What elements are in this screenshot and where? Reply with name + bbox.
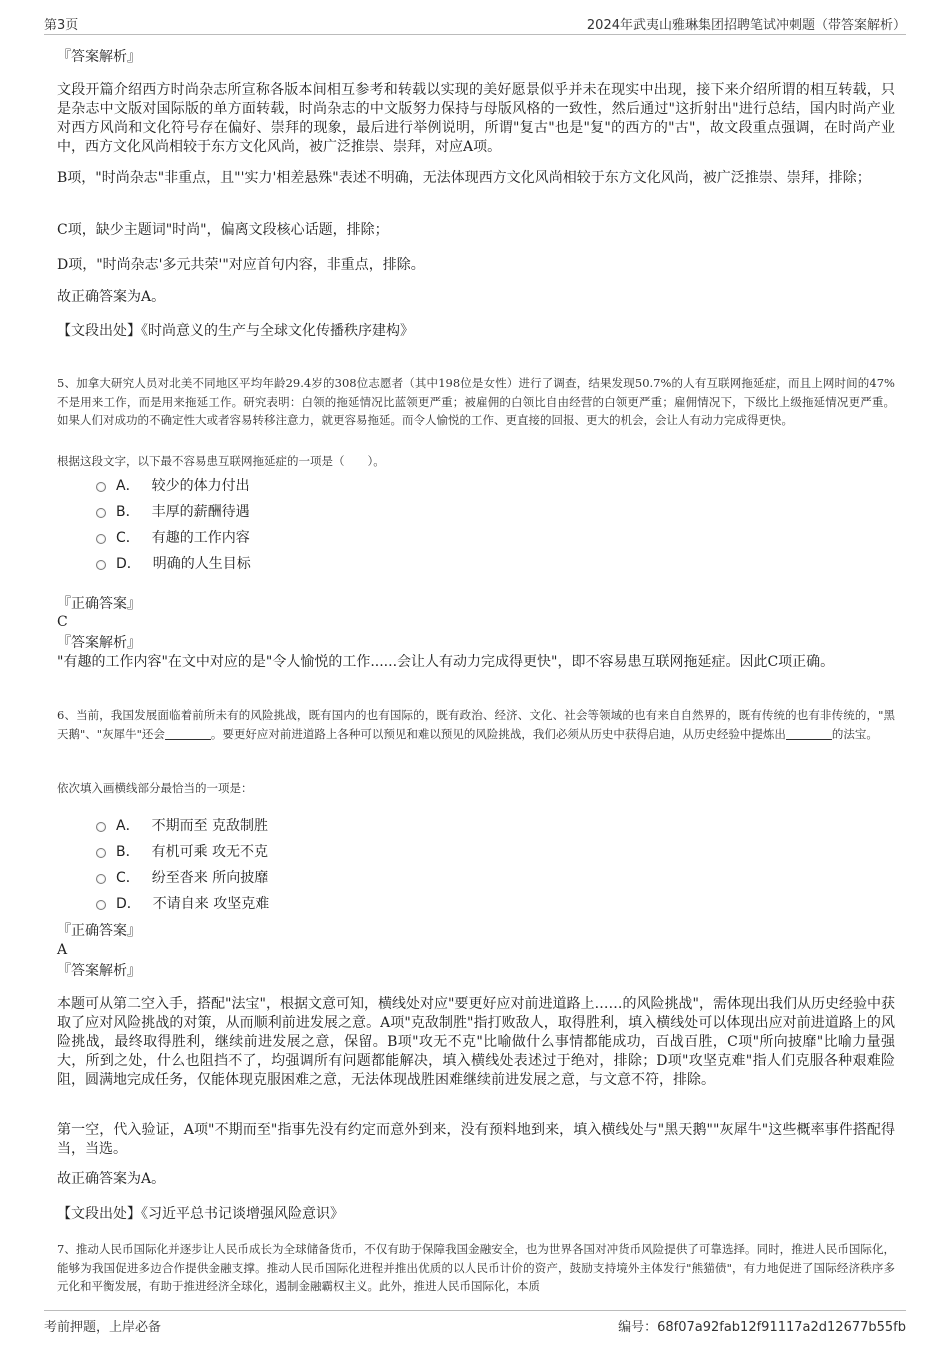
radio-icon[interactable]	[96, 874, 106, 884]
page-footer	[44, 1310, 906, 1335]
q6-analysis-paragraph-2: 第一空，代入验证，A项"不期而至"指事先没有约定而意外到来，没有预料地到来，填入横线处与"黑天鹅""灰犀牛"这些概率事件搭配得当，当选。	[57, 1122, 895, 1157]
radio-icon[interactable]	[96, 848, 106, 858]
q4-conclusion: 故正确答案为A。	[57, 289, 166, 305]
q5-stem: 5、加拿大研究人员对北美不同地区平均年龄29.4岁的308位志愿者（其中198位是女性）进行了调查，结果发现50.7%的人有互联网拖延症，而且上网时间的47%不是用来工作，而是用来拖延工作。研究表明：白领的拖延情况比蓝领更严重；被雇佣的白领比自由经营的白领更严重；雇佣情况下，下级比上级拖延情况更严重。如果人们对成功的不确定性大或者容易转移注意力，就更容易拖延。而令人愉悦的工作、更直接的回报、更大的机会，会让人有动力完成得更快。	[57, 376, 895, 427]
blank-1	[165, 727, 211, 740]
q5-option-c[interactable]: C． 有趣的工作内容	[96, 528, 250, 548]
q6-question: 依次填入画横线部分最恰当的一项是：	[57, 781, 253, 795]
document-title: 2024年武夷山雅琳集团招聘笔试冲刺题（带答案解析）	[586, 18, 906, 33]
footer-slogan: 考前押题，上岸必备	[44, 1320, 162, 1335]
q6-analysis-paragraph-1: 本题可从第二空入手，搭配"法宝"，根据文意可知，横线处对应"要更好应对前进道路上……的风险挑战"，需体现出我们从历史经验中获取了应对风险挑战的对策，从而顺利前进发展之意。A项"克敌制胜"指打败敌人，取得胜利，填入横线处可以体现出应对前进道路上的风险挑战，最终取得胜利，继续前进发展之意，保留。B项"攻无不克"比喻做什么事情都能成功，百战百胜，C项"所向披靡"比喻力量强大，所到之处，什么也阻挡不了，均强调所有问题都能解决，填入横线处表述过于绝对，排除；D项"攻坚克难"指人们克服各种艰难险阻，圆满地完成任务，仅能体现克服困难之意，无法体现战胜困难继续前进发展之意，与文意不符，排除。	[57, 996, 895, 1088]
q5-option-a[interactable]: A． 较少的体力付出	[96, 476, 250, 496]
q6-stem: 6、当前，我国发展面临着前所未有的风险挑战，既有国内的也有国际的，既有政治、经济、文化、社会等领域的也有来自自然界的，既有传统的也有非传统的，"黑天鹅"、"灰犀牛"还会 。要更好应对前进道路上各种可以预见和难以预见的风险挑战，我们必须从历史中获得启迪，从历史经验中提炼出 的法宝。	[57, 708, 895, 741]
q6-option-b[interactable]: B． 有机可乘 攻无不克	[96, 842, 268, 862]
document-id: 编号：68f07a92fab12f91117a2d12677b55fb	[618, 1320, 906, 1335]
q6-answer-label: 『正确答案』	[57, 923, 141, 939]
q6-option-d[interactable]: D． 不请自来 攻坚克难	[96, 894, 269, 914]
blank-2	[786, 727, 832, 740]
q6-analysis-label: 『答案解析』	[57, 963, 141, 979]
q6-option-c[interactable]: C． 纷至沓来 所向披靡	[96, 868, 268, 888]
q4-analysis-option-d: D项，"时尚杂志'多元共荣'"对应首句内容，非重点，排除。	[57, 257, 425, 273]
q5-option-b[interactable]: B． 丰厚的薪酬待遇	[96, 502, 250, 522]
q5-analysis: "有趣的工作内容"在文中对应的是"令人愉悦的工作......会让人有动力完成得更快"，即不容易患互联网拖延症。因此C项正确。	[57, 654, 835, 670]
page-number: 第3页	[44, 18, 79, 33]
q4-analysis-option-c: C项，缺少主题词"时尚"，偏离文段核心话题，排除；	[57, 222, 389, 238]
q5-question: 根据这段文字，以下最不容易患互联网拖延症的一项是（ ）。	[57, 454, 385, 468]
q6-answer: A	[57, 942, 68, 958]
q4-analysis-option-b: B项，"时尚杂志"非重点，且"'实力'相差悬殊"表述不明确，无法体现西方文化风尚相较于东方文化风尚，被广泛推崇、崇拜，排除；	[57, 170, 871, 186]
radio-icon[interactable]	[96, 822, 106, 832]
q5-option-d[interactable]: D． 明确的人生目标	[96, 554, 251, 574]
radio-icon[interactable]	[96, 508, 106, 518]
q7-stem: 7、推动人民币国际化并逐步让人民币成长为全球储备货币，不仅有助于保障我国金融安全，也为世界各国对冲货币风险提供了可靠选择。同时，推进人民币国际化，能够为我国促进多边合作提供金融支撑。推动人民币国际化进程并推出优质的以人民币计价的资产，鼓励支持境外主体发行"熊猫债"，有力地促进了国际经济秩序多元化和平衡发展，有助于推进经济全球化，遏制金融霸权主义。此外，推进人民币国际化，本质	[57, 1242, 895, 1293]
q4-analysis-label: 『答案解析』	[57, 49, 141, 65]
q4-source: 【文段出处】《时尚意义的生产与全球文化传播秩序建构》	[57, 323, 414, 339]
radio-icon[interactable]	[96, 482, 106, 492]
q5-analysis-label: 『答案解析』	[57, 635, 141, 651]
q4-analysis-paragraph: 文段开篇介绍西方时尚杂志所宣称各版本间相互参考和转载以实现的美好愿景似乎并未在现实中出现，接下来介绍所谓的相互转载，只是杂志中文版对国际版的单方面转载，时尚杂志的中文版努力保持与母版风格的一致性，然后通过"这折射出"进行总结，国内时尚产业对西方风尚和文化符号存在偏好、崇拜的现象，最后进行举例说明，所谓"复古"也是"复"的西方的"古"，故文段重点强调，在时尚产业中，西方文化风尚相较于东方文化风尚，被广泛推崇、崇拜，对应A项。	[57, 82, 895, 155]
q5-answer-label: 『正确答案』	[57, 596, 141, 612]
q6-source: 【文段出处】《习近平总书记谈增强风险意识》	[57, 1206, 344, 1222]
page-header	[44, 12, 906, 35]
q6-option-a[interactable]: A． 不期而至 克敌制胜	[96, 816, 268, 836]
radio-icon[interactable]	[96, 900, 106, 910]
q5-answer: C	[57, 614, 68, 630]
radio-icon[interactable]	[96, 560, 106, 570]
q6-conclusion: 故正确答案为A。	[57, 1171, 166, 1187]
radio-icon[interactable]	[96, 534, 106, 544]
